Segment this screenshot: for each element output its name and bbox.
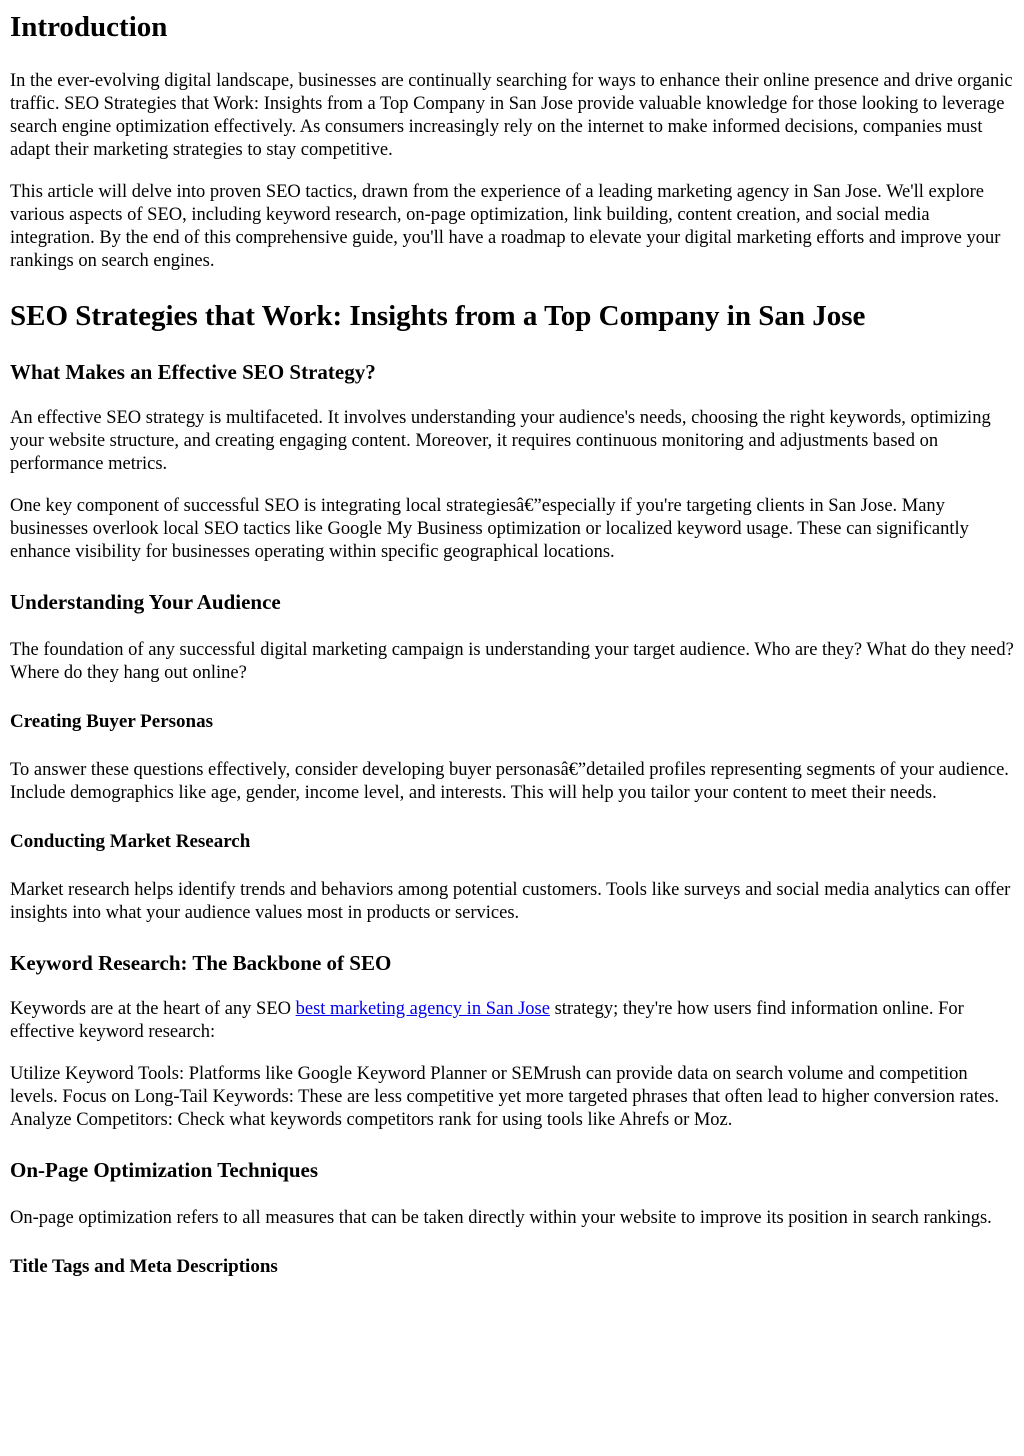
introduction-heading: Introduction bbox=[10, 11, 168, 43]
marketing-agency-link[interactable]: best marketing agency in San Jose bbox=[295, 999, 550, 1019]
article bbox=[0, 10, 1024, 1279]
main-heading: SEO Strategies that Work: Insights from a Top Company in San Jose bbox=[10, 300, 866, 332]
market-research-heading: Conducting Market Research bbox=[10, 831, 251, 852]
market-research-paragraph: Market research helps identify trends and behaviors among potential customers. Tools like surveys and social media analytics can offer insights into what your audience values most in products or services. bbox=[10, 880, 1011, 923]
buyer-personas-heading: Creating Buyer Personas bbox=[10, 711, 214, 732]
effective-strategy-heading: What Makes an Effective SEO Strategy? bbox=[10, 360, 376, 384]
audience-paragraph: The foundation of any successful digital marketing campaign is understanding your target audience. Who are they? What do they need? Where do they hang out online? bbox=[10, 640, 1014, 683]
introduction-paragraph-1: In the ever-evolving digital landscape, businesses are continually searching for ways to enhance their online presence and drive organic traffic. SEO Strategies that Work: Insights from a Top Company in San Jose provide valuable knowledge for those looking to leverage search engine optimization effectively. As consumers increasingly rely on the internet to make informed decisions, companies must adapt their marketing strategies to stay competitive. bbox=[10, 71, 1013, 160]
keyword-text-before: Keywords are at the heart of any SEO bbox=[10, 999, 296, 1019]
introduction-paragraph-2: This article will delve into proven SEO tactics, drawn from the experience of a leading marketing agency in San Jose. We'll explore various aspects of SEO, including keyword research, on-page optimization, link building, content creation, and social media integration. By the end of this comprehensive guide, you'll have a roadmap to elevate your digital marketing efforts and improve your rankings on search engines. bbox=[10, 182, 1001, 271]
effective-strategy-paragraph-1: An effective SEO strategy is multifaceted. It involves understanding your audience's needs, choosing the right keywords, optimizing your website structure, and creating engaging content. Moreover, it requires continuous monitoring and adjustments based on performance metrics. bbox=[10, 408, 991, 474]
on-page-optimization-paragraph: On-page optimization refers to all measures that can be taken directly within your website to improve its position in search rankings. bbox=[10, 1208, 992, 1228]
keyword-research-paragraph-1 bbox=[10, 998, 1014, 1044]
keyword-text-after: strategy; they're how users find information online. For effective keyword research: bbox=[10, 999, 964, 1042]
audience-heading: Understanding Your Audience bbox=[10, 590, 281, 614]
effective-strategy-paragraph-2: One key component of successful SEO is integrating local strategiesâ€”especially if you're targeting clients in San Jose. Many businesses overlook local SEO tactics like Google My Business optimization or localized keyword usage. These can significantly enhance visibility for businesses operating within specific geographical locations. bbox=[10, 496, 969, 562]
keyword-research-heading: Keyword Research: The Backbone of SEO bbox=[10, 951, 392, 975]
title-tags-heading: Title Tags and Meta Descriptions bbox=[10, 1256, 278, 1277]
on-page-optimization-heading: On-Page Optimization Techniques bbox=[10, 1158, 319, 1182]
buyer-personas-paragraph: To answer these questions effectively, consider developing buyer personasâ€”detailed profiles representing segments of your audience. Include demographics like age, gender, income level, and interests. This will help you tailor your content to meet their needs. bbox=[10, 760, 1009, 803]
keyword-research-paragraph-2: Utilize Keyword Tools: Platforms like Google Keyword Planner or SEMrush can provide data on search volume and competition levels. Focus on Long-Tail Keywords: These are less competitive yet more targeted phrases that often lead to higher conversion rates. Analyze Competitors: Check what keywords competitors rank for using tools like Ahrefs or Moz. bbox=[10, 1064, 1000, 1130]
